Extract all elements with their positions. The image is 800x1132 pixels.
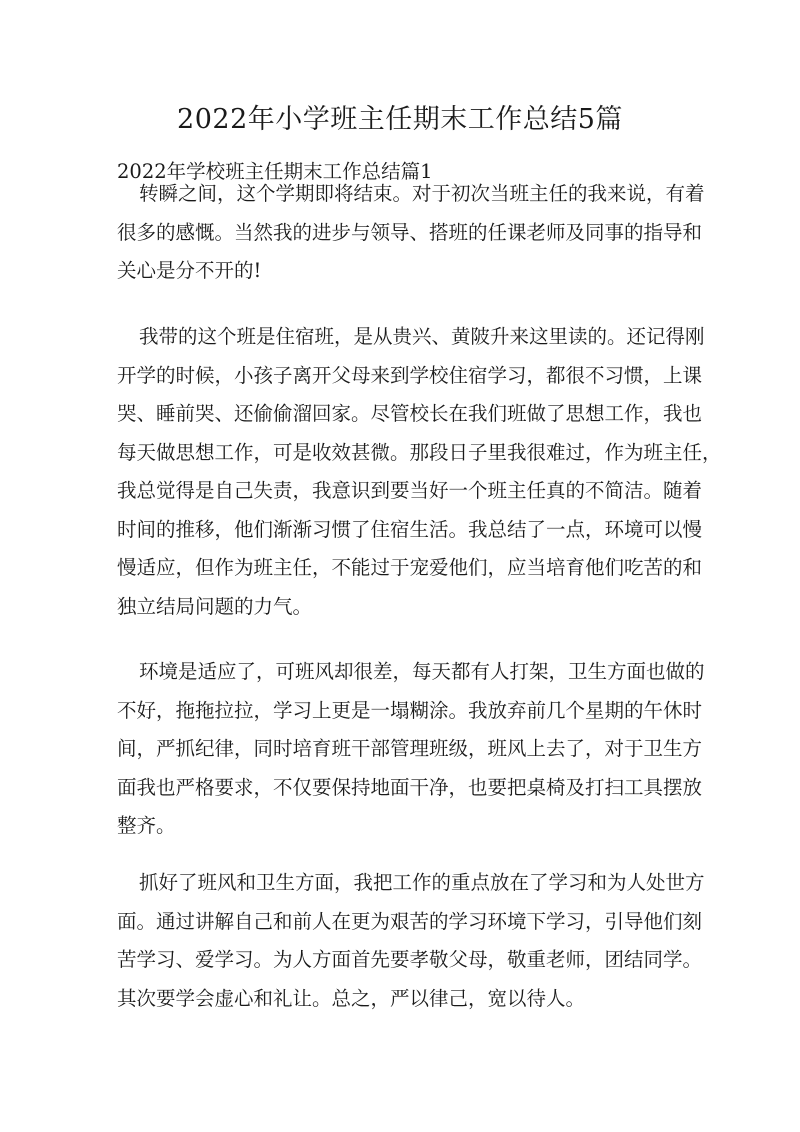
paragraph-line: 关心是分不开的! <box>117 259 262 282</box>
paragraph-line: 面我也严格要求，不仅要保持地面干净，也要把桌椅及打扫工具摆放 <box>117 775 703 799</box>
paragraph-line: 开学的时候，小孩子离开父母来到学校住宿学习，都很不习惯，上课 <box>117 363 703 387</box>
paragraph-2 <box>117 318 722 626</box>
paragraph-line: 抓好了班风和卫生方面，我把工作的重点放在了学习和为人处世方 <box>139 871 705 894</box>
paragraph-line: 我带的这个班是住宿班，是从贵兴、黄陂升来这里读的。还记得刚 <box>139 325 705 348</box>
paragraph-line: 独立结局问题的力气。 <box>117 594 313 618</box>
paragraph-line: 不好，拖拖拉拉，学习上更是一塌糊涂。我放弃前几个星期的午休时 <box>117 698 703 722</box>
paragraph-line: 整齐。 <box>117 814 176 837</box>
paragraph-1 <box>117 175 705 291</box>
paragraph-line: 转瞬之间，这个学期即将结束。对于初次当班主任的我来说，有着 <box>139 182 705 205</box>
paragraph-line: 环境是适应了，可班风却很差，每天都有人打架，卫生方面也做的 <box>139 660 705 683</box>
document-title: 2022年小学班主任期末工作总结5篇 <box>177 104 623 135</box>
paragraph-line: 间，严抓纪律，同时培育班干部管理班级，班风上去了，对于卫生方 <box>117 737 703 760</box>
paragraph-line: 时间的推移，他们渐渐习惯了住宿生活。我总结了一点，环境可以慢 <box>117 517 703 541</box>
paragraph-line: 苦学习、爱学习。为人方面首先要孝敬父母，敬重老师，团结同学。 <box>117 948 703 971</box>
paragraph-line: 面。通过讲解自己和前人在更为艰苦的学习环境下学习，引导他们刻 <box>117 909 703 933</box>
paragraph-3 <box>117 653 705 846</box>
section-subtitle: 2022年学校班主任期末工作总结篇1 <box>117 160 433 183</box>
paragraph-line: 慢适应，但作为班主任，不能过于宠爱他们，应当培育他们吃苦的和 <box>117 556 703 579</box>
paragraph-4 <box>117 864 705 1018</box>
paragraph-line: 我总觉得是自己失责，我意识到要当好一个班主任真的不简洁。随着 <box>117 479 703 502</box>
paragraph-line: 每天做思想工作，可是收效甚微。那段日子里我很难过，作为班主任， <box>117 440 722 464</box>
paragraph-line: 其次要学会虚心和礼让。总之，严以律己，宽以待人。 <box>117 986 586 1010</box>
paragraph-line: 很多的感慨。当然我的进步与领导、搭班的任课老师及同事的指导和 <box>117 220 703 244</box>
paragraph-line: 哭、睡前哭、还偷偷溜回家。尽管校长在我们班做了思想工作，我也 <box>117 402 703 425</box>
